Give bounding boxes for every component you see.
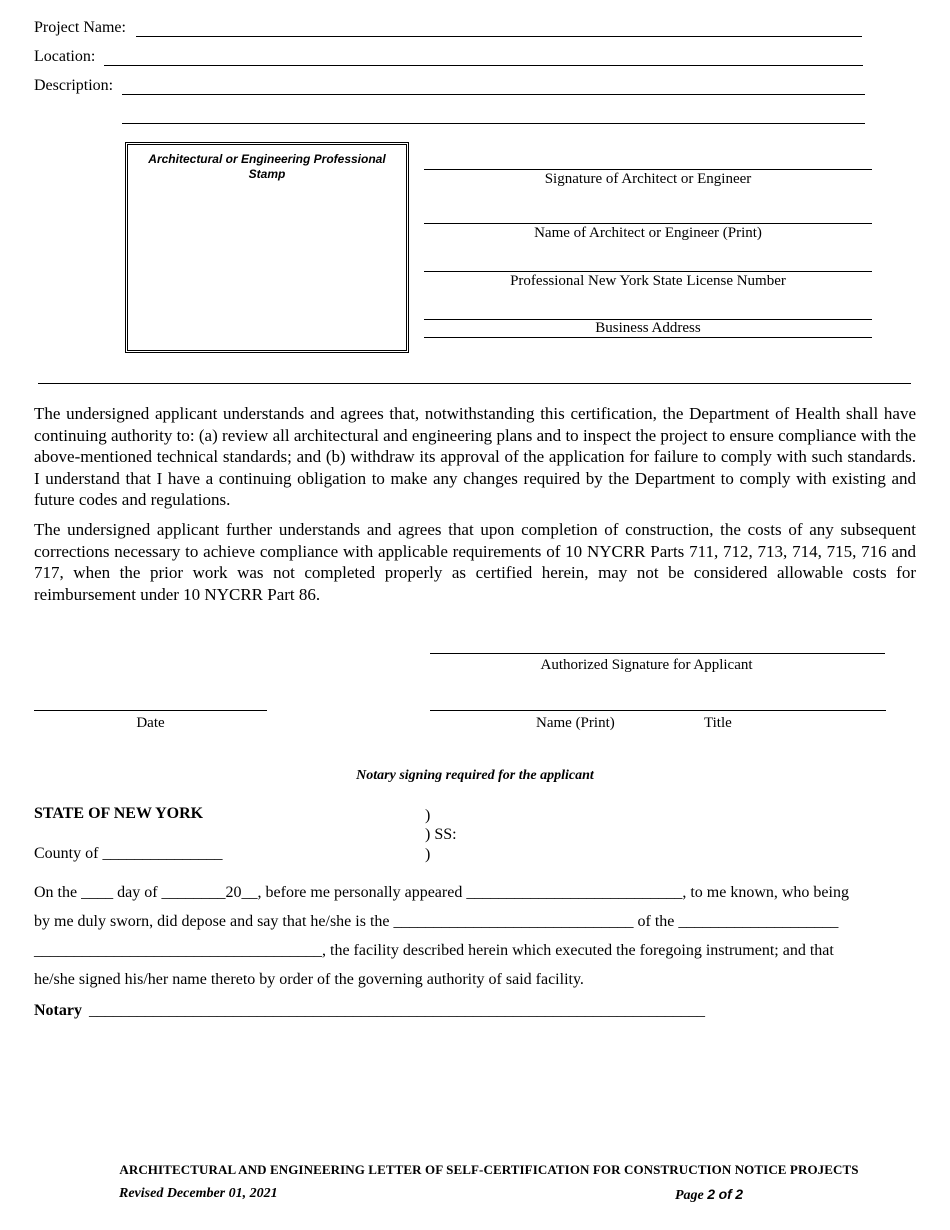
footer-page-total: 2 (735, 1186, 744, 1202)
notary-note: Notary signing required for the applicant (356, 768, 594, 783)
architect-name-label: Name of Architect or Engineer (Print) (534, 225, 762, 241)
project-name-field[interactable] (136, 36, 862, 37)
title-label: Title (704, 715, 732, 731)
business-address-underline (424, 337, 872, 338)
license-number-line[interactable] (424, 271, 872, 272)
notary-text-line-4: he/she signed his/her name thereto by order of the governing authority of said facility. (34, 971, 584, 988)
location-label: Location: (34, 48, 96, 65)
state-paren-1: ) (425, 807, 431, 824)
notary-text-line-1: On the ____ day of ________20__, before me personally appeared ___________________________, to me known, who being (34, 884, 849, 901)
date-label: Date (136, 715, 165, 731)
footer-revised: Revised December 01, 2021 (119, 1186, 278, 1201)
footer-page-current: 2 (707, 1186, 716, 1202)
authorized-signature-label: Authorized Signature for Applicant (540, 657, 753, 673)
name-title-line[interactable] (430, 710, 886, 711)
notary-label: Notary (34, 1002, 82, 1019)
state-paren-ss: ) SS: (425, 826, 457, 843)
name-print-label: Name (Print) (536, 715, 615, 731)
state-paren-3: ) (425, 846, 431, 863)
footer-page-number (675, 1186, 743, 1204)
location-field[interactable] (104, 65, 863, 66)
license-number-label: Professional New York State License Number (510, 273, 786, 289)
notary-text-line-3: ____________________________________, the facility described herein which executed the foregoing instrument; and that (34, 942, 834, 959)
project-name-label: Project Name: (34, 19, 126, 36)
footer-title: ARCHITECTURAL AND ENGINEERING LETTER OF SELF-CERTIFICATION FOR CONSTRUCTION NOTICE PROJECTS (119, 1162, 859, 1177)
authorized-signature-line[interactable] (430, 653, 885, 654)
paragraph-costs: The undersigned applicant further understands and agrees that upon completion of construction, the costs of any subsequent corrections necessary to achieve compliance with applicable requirements of 10 NYCRR Parts 711, 712, 713, 714, 715, 716 and 717, when the prior work was not completed properly as certified herein, may not be considered allowable costs for reimbursement under 10 NYCRR Part 86. (34, 520, 916, 604)
description-field[interactable] (122, 94, 865, 95)
footer-page-of: of (718, 1186, 732, 1202)
notary-text-line-2: by me duly sworn, did depose and say that he/she is the ______________________________ of the ____________________ (34, 913, 839, 930)
county-line[interactable]: County of _______________ (34, 845, 223, 862)
paragraph-authority: The undersigned applicant understands and agrees that, notwithstanding this certification, the Department of Health shall have continuing authority to: (a) review all architectural and engineering plans and to inspect the project to ensure compliance with the above-mentioned technical standards; and (b) withdraw its approval of the application for failure to comply with such standards. I understand that I have a continuing obligation to make any changes required by the Department to comply with existing and future codes and regulations. (34, 404, 916, 509)
architect-name-line[interactable] (424, 223, 872, 224)
date-line[interactable] (34, 710, 267, 711)
business-address-label: Business Address (595, 320, 701, 336)
notary-signature-field[interactable]: _____________________________________________________________________________ (89, 1002, 705, 1019)
architect-signature-label: Signature of Architect or Engineer (544, 171, 752, 187)
description-label: Description: (34, 77, 114, 94)
section-divider (38, 383, 911, 384)
description-field-line-2[interactable] (122, 123, 865, 124)
architect-signature-line[interactable] (424, 169, 872, 170)
stamp-title: Architectural or Engineering Professional Stamp (148, 152, 386, 181)
state-heading: STATE OF NEW YORK (34, 805, 204, 822)
footer-page-prefix: Page (675, 1188, 704, 1203)
